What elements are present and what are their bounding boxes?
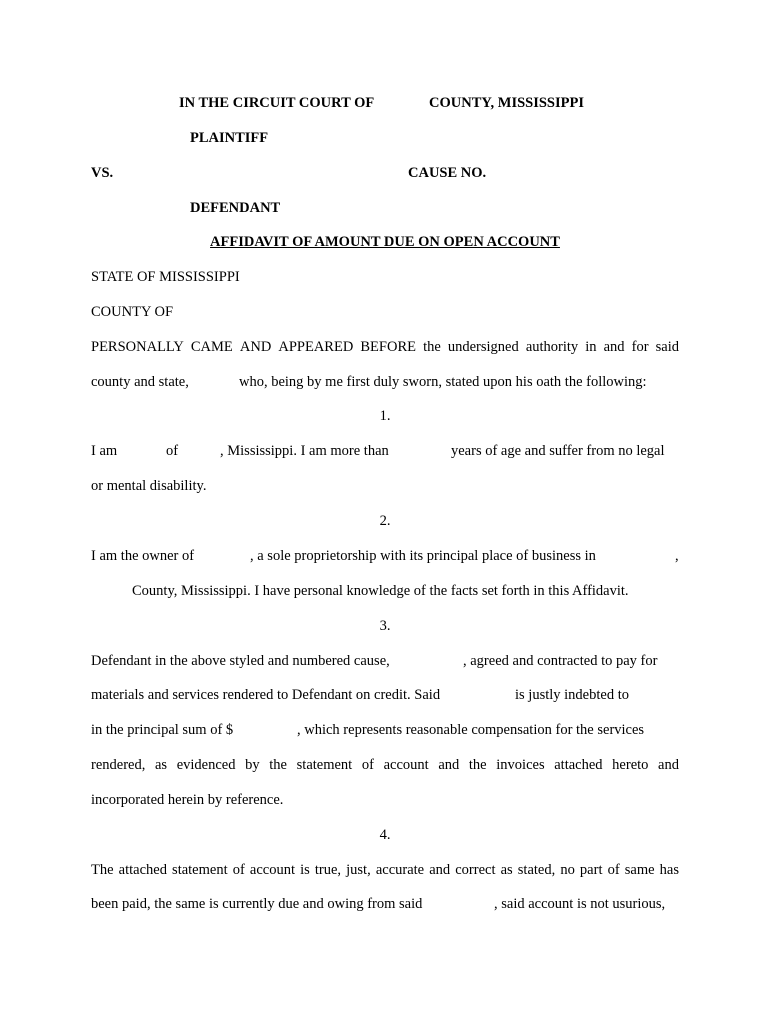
intro-word: for [631, 339, 649, 355]
p3-line-3a: in the principal sum of $ [91, 722, 234, 738]
document-title: AFFIDAVIT OF AMOUNT DUE ON OPEN ACCOUNT [210, 234, 560, 250]
intro-word: the [423, 339, 441, 355]
versus-label: VS. [91, 165, 114, 181]
p3-line-1b: , agreed and contracted to pay for [463, 653, 658, 669]
venue-state: STATE OF MISSISSIPPI [91, 269, 240, 285]
intro-line-1 [91, 338, 679, 356]
cause-number-label: CAUSE NO. [408, 165, 487, 181]
defendant-label: DEFENDANT [190, 200, 281, 216]
intro-line-2b: who, being by me first duly sworn, stated upon his oath the following: [239, 374, 647, 390]
paragraph-number-4: 4. [379, 827, 391, 843]
venue-county: COUNTY OF [91, 304, 174, 320]
intro-word: BEFORE [360, 339, 416, 355]
p1-line-1c: , Mississippi. I am more than [220, 443, 389, 459]
p2-line-1a: I am the owner of [91, 548, 195, 564]
p2-line-2: County, Mississippi. I have personal knowledge of the facts set forth in this Affidavit. [132, 583, 629, 599]
intro-word: CAME [190, 339, 233, 355]
p1-line-1b: of [166, 443, 179, 459]
intro-word: and [603, 339, 625, 355]
p2-line-1c: , [675, 548, 679, 564]
court-heading-right: COUNTY, MISSISSIPPI [429, 95, 584, 111]
paragraph-number-1: 1. [379, 408, 391, 424]
p3-line-2a: materials and services rendered to Defendant on credit. Said [91, 687, 441, 703]
p3-line-3b: , which represents reasonable compensation for the services [297, 722, 645, 738]
court-heading-left: IN THE CIRCUIT COURT OF [179, 95, 375, 111]
p1-line-1a: I am [91, 443, 118, 459]
p1-line-2: or mental disability. [91, 478, 207, 494]
intro-word: authority [525, 339, 579, 355]
p4-line-2a: been paid, the same is currently due and owing from said [91, 896, 423, 912]
p3-line-4: rendered, as evidenced by the statement of account and the invoices attached hereto and [91, 757, 679, 773]
paragraph-number-2: 2. [379, 513, 391, 529]
p3-line-1a: Defendant in the above styled and numbered cause, [91, 653, 390, 669]
p3-line-2b: is justly indebted to [515, 687, 629, 703]
p1-line-1d: years of age and suffer from no legal [451, 443, 665, 459]
intro-word: PERSONALLY [91, 339, 184, 355]
intro-word: in [585, 339, 597, 355]
p2-line-1b: , a sole proprietorship with its principal place of business in [250, 548, 596, 564]
intro-word: AND [239, 339, 272, 355]
p4-line-1: The attached statement of account is true, just, accurate and correct as stated, no part of same has [91, 862, 679, 878]
intro-word: said [655, 339, 679, 355]
intro-word: APPEARED [278, 339, 354, 355]
intro-line-2a: county and state, [91, 374, 189, 390]
plaintiff-label: PLAINTIFF [190, 130, 269, 146]
paragraph-number-3: 3. [379, 618, 391, 634]
p3-line-5: incorporated herein by reference. [91, 792, 284, 808]
p4-line-2b: , said account is not usurious, [494, 896, 666, 912]
intro-word: undersigned [447, 339, 519, 355]
